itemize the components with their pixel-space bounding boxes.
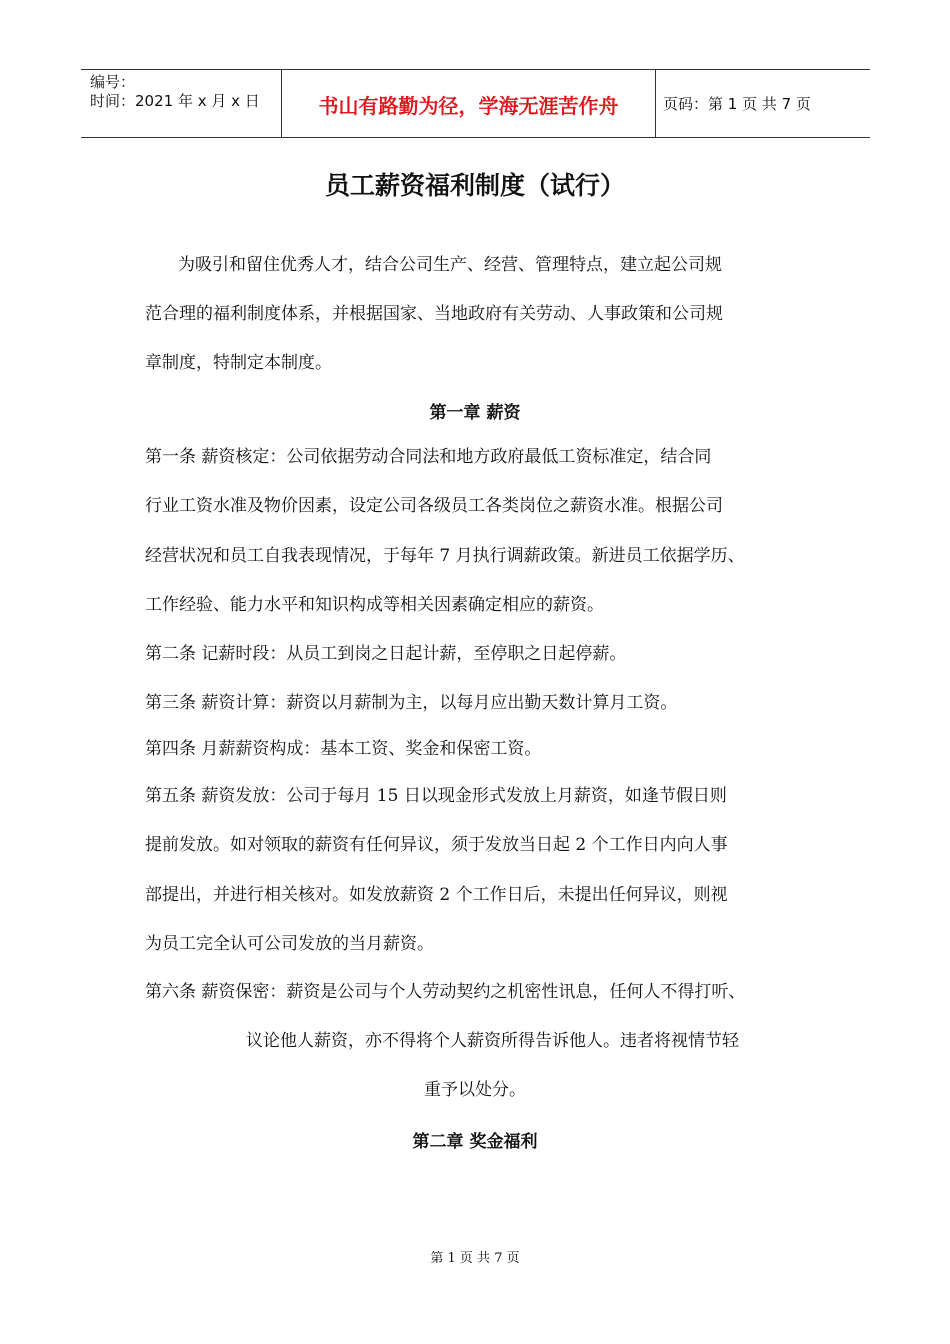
page-footer: 第 1 页 共 7 页 [430, 1251, 520, 1266]
header-page-info: 页码：第 1 页 共 7 页 [663, 95, 811, 113]
article-line: 第六条 薪资保密：薪资是公司与个人劳动契约之机密性讯息，任何人不得打听、 [145, 982, 746, 1002]
intro-line: 为吸引和留住优秀人才，结合公司生产、经营、管理特点，建立起公司规 [178, 255, 722, 275]
header-time-label: 时间：2021 年 x 月 x 日 [90, 92, 260, 110]
header-motto-cell [281, 70, 656, 137]
article-line: 部提出，并进行相关核对。如发放薪资 2 个工作日后，未提出任何异议，则视 [145, 885, 728, 905]
document-header [81, 69, 870, 138]
chapter-heading: 第二章 奖金福利 [412, 1132, 538, 1152]
article-line: 工作经验、能力水平和知识构成等相关因素确定相应的薪资。 [145, 595, 604, 615]
article-line: 提前发放。如对领取的薪资有任何异议，须于发放当日起 2 个工作日内向人事 [145, 835, 728, 855]
header-number-label: 编号： [90, 73, 136, 91]
article-line: 行业工资水准及物价因素，设定公司各级员工各类岗位之薪资水准。根据公司 [145, 496, 723, 516]
header-meta [81, 70, 281, 137]
article-line: 第二条 记薪时段：从员工到岗之日起计薪，至停职之日起停薪。 [145, 644, 627, 664]
article-line: 第三条 薪资计算：薪资以月薪制为主，以每月应出勤天数计算月工资。 [145, 693, 678, 713]
document-title: 员工薪资福利制度（试行） [324, 171, 625, 200]
intro-line: 章制度，特制定本制度。 [145, 353, 332, 373]
article-line: 第四条 月薪薪资构成：基本工资、奖金和保密工资。 [145, 739, 542, 759]
article-line: 第五条 薪资发放：公司于每月 15 日以现金形式发放上月薪资，如逢节假日则 [145, 786, 727, 806]
article-line: 第一条 薪资核定：公司依据劳动合同法和地方政府最低工资标准定，结合同 [145, 447, 712, 467]
intro-line: 范合理的福利制度体系，并根据国家、当地政府有关劳动、人事政策和公司规 [145, 304, 723, 324]
article-line: 为员工完全认可公司发放的当月薪资。 [145, 934, 434, 954]
article-line: 重予以处分。 [424, 1080, 526, 1100]
header-motto: 书山有路勤为径，学海无涯苦作舟 [318, 94, 619, 118]
article-line: 经营状况和员工自我表现情况，于每年 7 月执行调薪政策。新进员工依据学历、 [145, 546, 745, 566]
chapter-heading: 第一章 薪资 [429, 403, 521, 423]
article-line: 议论他人薪资，亦不得将个人薪资所得告诉他人。违者将视情节轻 [246, 1031, 739, 1051]
